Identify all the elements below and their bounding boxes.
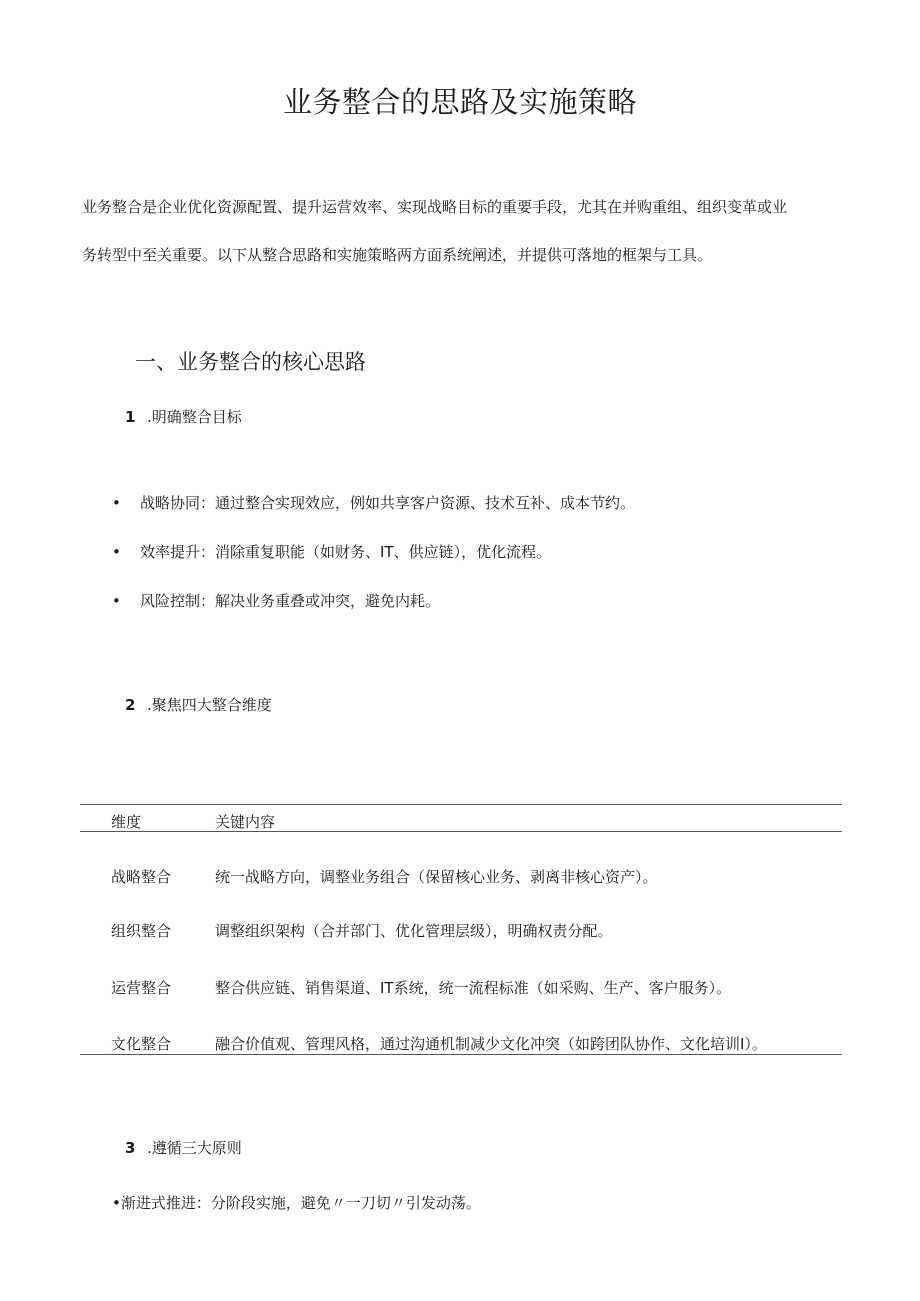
table-cell-dimension: 文化整合 <box>111 1035 172 1053</box>
table-cell-content: 调整组织架构（合并部门、优化管理层级），明确权责分配。 <box>215 922 613 940</box>
bullet-text: 战略协同：通过整合实现效应，例如共享客户资源、技术互补、成本节约。 <box>140 494 636 512</box>
table-cell-content: 融合价值观、管理风格，通过沟通机制减少文化冲突（如跨团队协作、文化培训I）。 <box>215 1035 767 1053</box>
bullet-item <box>112 492 635 513</box>
subheading-3-label: .遵循三大原则 <box>147 1139 242 1157</box>
table-cell-content: 整合供应链、销售渠道、IT系统，统一流程标准（如采购、生产、客户服务）。 <box>215 979 732 997</box>
table-cell-content: 统一战略方向，调整业务组合（保留核心业务、剥离非核心资产）。 <box>215 868 658 886</box>
table-cell-dimension: 运营整合 <box>111 979 172 997</box>
subheading-3-number: 3 <box>125 1139 136 1157</box>
table-top-rule <box>80 804 842 805</box>
subheading-1-number: 1 <box>125 408 136 426</box>
table-header-content: 关键内容 <box>215 813 276 831</box>
subheading-1 <box>125 406 242 427</box>
table-cell-dimension: 战略整合 <box>111 868 172 886</box>
intro-line-2: 务转型中至关重要。以下从整合思路和实施策略两方面系统阐述，并提供可落地的框架与工具。 <box>82 246 713 264</box>
bullet-text: 风险控制：解决业务重叠或冲突，避免内耗。 <box>140 592 441 610</box>
table-header-rule <box>80 831 842 832</box>
bullet-item <box>112 590 440 611</box>
subheading-1-label: .明确整合目标 <box>147 408 242 426</box>
bullet-dot: • <box>112 592 121 610</box>
table-cell-dimension: 组织整合 <box>111 922 172 940</box>
table-bottom-rule <box>80 1054 842 1055</box>
document-title: 业务整合的思路及实施策略 <box>282 85 637 119</box>
subheading-3 <box>125 1137 242 1158</box>
subheading-2-number: 2 <box>125 696 136 714</box>
section-1-heading: 一、业务整合的核心思路 <box>135 350 366 374</box>
intro-line-1: 业务整合是企业优化资源配置、提升运营效率、实现战略目标的重要手段，尤其在并购重组、组织变革或业 <box>82 198 788 216</box>
subheading-2 <box>125 694 272 715</box>
bullet-item <box>112 541 551 562</box>
table-header-dimension: 维度 <box>111 813 142 831</box>
bullet-dot: • <box>112 543 121 561</box>
principle-item: •渐进式推进：分阶段实施，避免〃一刀切〃引发动荡。 <box>112 1194 481 1212</box>
bullet-dot: • <box>112 494 121 512</box>
subheading-2-label: .聚焦四大整合维度 <box>147 696 272 714</box>
bullet-text: 效率提升：消除重复职能（如财务、IT、供应链），优化流程。 <box>140 543 552 561</box>
